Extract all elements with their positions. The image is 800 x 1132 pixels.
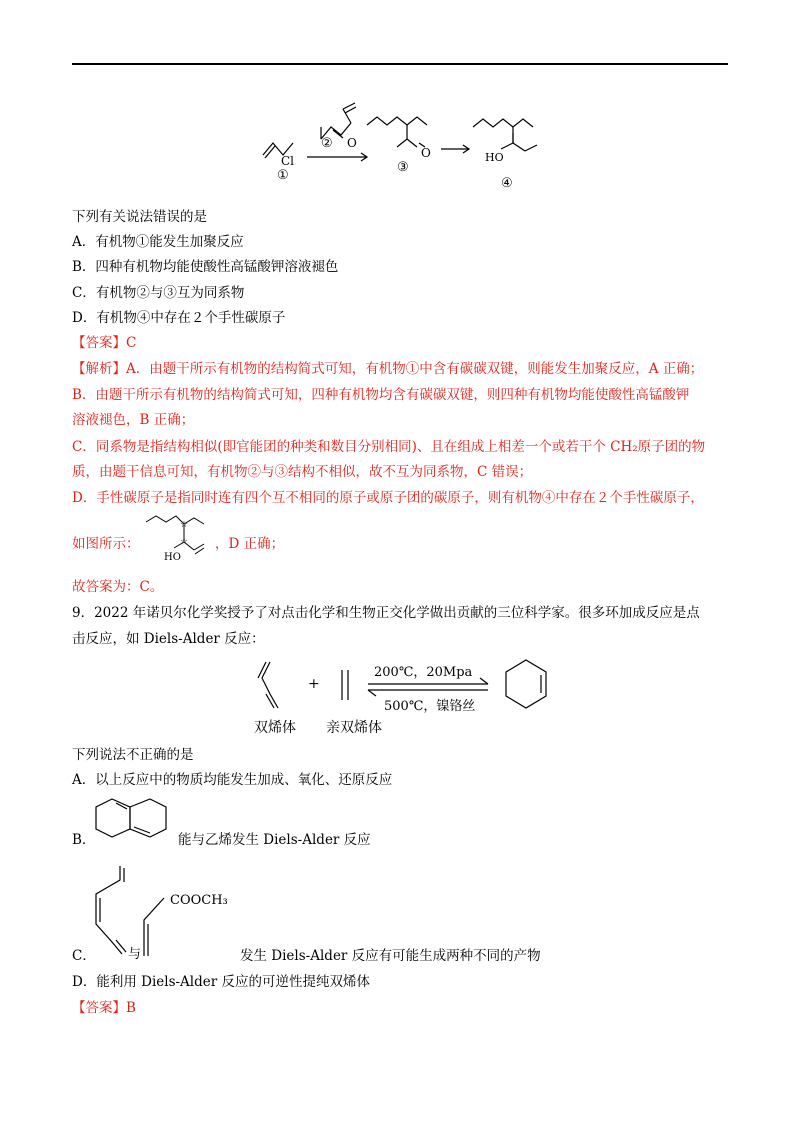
q9-option-d: D．能利用 Diels-Alder 反应的可逆性提纯双烯体 — [72, 974, 370, 990]
plus-sign: + — [308, 676, 320, 692]
q8-analysis-3: 溶液褪色，B 正确； — [72, 412, 195, 428]
label-compound-3: ③ — [397, 160, 409, 175]
q8-figure-prefix: 如图所示： — [72, 536, 140, 552]
q9-option-a: A．以上反应中的物质均能发生加成、氧化、还原反应 — [72, 772, 393, 788]
q9-stem-2: 击反应，如 Diels-Alder 反应： — [72, 631, 265, 647]
label-o-2: O — [347, 136, 357, 150]
svg-text:☆: ☆ — [180, 520, 189, 530]
label-cl: Cl — [281, 154, 295, 168]
bicyclic-diene-figure — [92, 795, 176, 851]
label-compound-4: ④ — [501, 176, 513, 191]
label-compound-1: ① — [277, 168, 289, 183]
forward-condition: 200℃，20Mpa — [374, 665, 473, 680]
svg-text:☆: ☆ — [180, 537, 189, 547]
q8-analysis-4: C．同系物是指结构相似(即官能团的种类和数目分别相同)、且在组成上相差一个或若干个 CH₂原子团的物 — [72, 439, 706, 455]
q8-analysis-2: B．由题干所示有机物的结构简式可知，四种有机物均含有碳碳双键，则四种有机物均能使酸性高锰酸钾 — [72, 387, 690, 403]
diels-alder-scheme — [250, 650, 560, 740]
option-c-structures — [88, 858, 248, 968]
q9-option-c-text: 发生 Diels-Alder 反应有可能生成两种不同的产物 — [240, 948, 541, 964]
q8-analysis-6: D．手性碳原子是指同时连有四个互不相同的原子或原子团的碳原子，则有机物④中存在２个手性碳原子， — [72, 490, 704, 506]
chiral-carbon-figure — [142, 512, 212, 564]
q8-final: 故答案为：C。 — [72, 579, 164, 595]
q8-analysis-5: 质，由题干信息可知，有机物②与③结构不相似，故不互为同系物，C 错误； — [72, 464, 533, 480]
q8-figure-suffix: ，D 正确； — [215, 536, 285, 552]
dienophile-label: 亲双烯体 — [326, 720, 382, 736]
option-c-mid: 与 — [128, 947, 142, 962]
label-o-3: O — [421, 146, 431, 160]
diene-label: 双烯体 — [254, 720, 296, 736]
q8-option-c: C．有机物②与③互为同系物 — [72, 285, 245, 301]
reverse-condition: 500℃，镍铬丝 — [384, 699, 476, 714]
q8-option-b: B．四种有机物均能使酸性高锰酸钾溶液褪色 — [72, 259, 339, 275]
label-ho: HO — [485, 151, 504, 164]
q9-answer: 【答案】B — [72, 1000, 136, 1016]
q9-option-b-text: 能与乙烯发生 Diels-Alder 反应 — [178, 832, 371, 848]
q8-option-d: D．有机物④中存在２个手性碳原子 — [72, 310, 286, 326]
q9-option-c-prefix: C． — [72, 948, 96, 964]
q8-analysis-1: 【解析】A．由题干所示有机物的结构简式可知，有机物①中含有碳碳双键，则能发生加聚反应，A 正确； — [72, 361, 704, 377]
q8-answer: 【答案】C — [72, 335, 137, 351]
header-rule — [72, 63, 728, 65]
chiral-fig-ho: HO — [164, 552, 181, 563]
reaction-scheme-figure — [255, 95, 555, 195]
label-compound-2: ② — [321, 136, 333, 151]
q8-option-a: A．有机物①能发生加聚反应 — [72, 234, 244, 250]
ester-group: COOCH₃ — [170, 893, 228, 908]
q8-stem: 下列有关说法错误的是 — [72, 209, 207, 225]
q9-stem-1: 9．2022 年诺贝尔化学奖授予了对点击化学和生物正交化学做出贡献的三位科学家。很多环加成反应是点 — [72, 605, 700, 621]
q9-question: 下列说法不正确的是 — [72, 747, 194, 763]
q9-option-b-prefix: B． — [72, 832, 96, 848]
